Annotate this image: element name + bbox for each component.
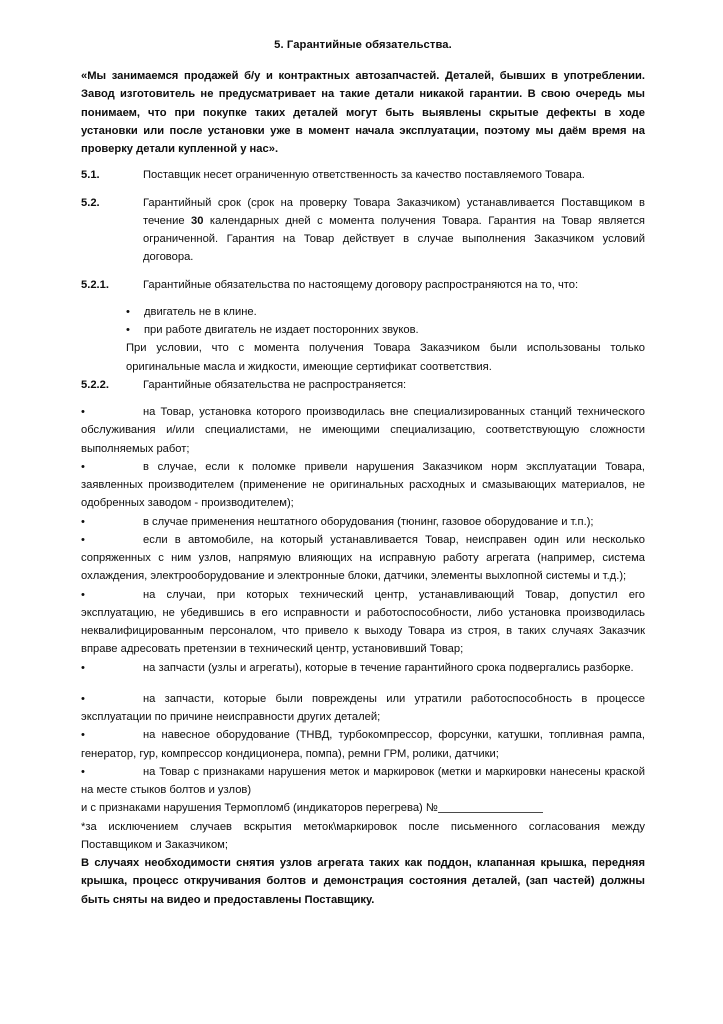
clause-text: Поставщик несет ограниченную ответственность за качество поставляемого Товара.: [143, 169, 585, 182]
clause-number: 5.2.1.: [81, 278, 109, 291]
excluded-items-list: [81, 403, 645, 799]
list-item: [81, 531, 645, 586]
thermo-seal-label: и с признаками нарушения Термопломб (индикаторов перегрева) №: [81, 802, 438, 815]
bullet-icon: [81, 726, 143, 744]
list-item: [81, 586, 645, 659]
list-item-label: на Товар, установка которого производилась вне специализированных станций технического обслуживания и/или специалистами, не имеющими специализацию, соответствующую сложности выполняемых работ;: [81, 406, 645, 455]
bullet-icon: [81, 763, 143, 781]
list-item: [81, 321, 645, 339]
thermo-seal-line: [81, 799, 645, 817]
page-title: 5. Гарантийные обязательства.: [274, 39, 452, 51]
warranty-days-value: 30: [191, 214, 204, 227]
covered-items-list: [81, 303, 645, 340]
list-item-label: на навесное оборудование (ТНВД, турбокомпрессор, форсунки, катушки, топливная рампа, генератор, гур, компрессор кондиционера, помпа), ремни ГРМ, ролики, датчики;: [81, 729, 645, 760]
clause-5-2-1: [81, 276, 645, 294]
list-item: [81, 726, 645, 763]
list-item-label: на запчасти (узлы и агрегаты), которые в течение гарантийного срока подвергались разборке.: [143, 661, 634, 674]
thermo-seal-number-field[interactable]: [438, 812, 543, 813]
bullet-icon: [81, 458, 143, 476]
bullet-icon: [81, 659, 143, 677]
clause-text: Гарантийные обязательства по настоящему договору распространяются на то, что:: [143, 278, 579, 291]
list-item-label: на случаи, при которых технический центр, устанавливающий Товар, допустил его эксплуатацию, не убедившись в его исправности и работоспособности, либо установка производилась неквалифицированным персоналом, что привело к выходу Товара из строя, в таких случаях Заказчик вправе адресовать претензии в технический центр, установивший Товар;: [81, 588, 645, 656]
clause-5-2: [81, 194, 645, 267]
footnote-text: *за исключением случаев вскрытия меток\маркировок после письменного согласования между Поставщиком и Заказчиком;: [81, 820, 645, 851]
list-item-label: в случае, если к поломке привели нарушения Заказчиком норм эксплуатации Товара, заявленных производителем (применение не оригинальных расходных и смазывающих материалов, не одобренных заводом - производителем);: [81, 460, 645, 510]
bullet-icon: [81, 531, 143, 549]
list-item-label: на запчасти, которые были повреждены или утратили работоспособность в процессе эксплуатации по причине неисправности других деталей;: [81, 692, 645, 724]
clause-text: Гарантийные обязательства не распространяется:: [143, 378, 407, 391]
bullet-icon: [81, 690, 143, 708]
covered-condition-note: При условии, что с момента получения Товара Заказчиком были использованы только оригинальные масла и жидкости, имеющие сертификат соответствия.: [126, 342, 645, 373]
list-item-label: при работе двигатель не издает посторонних звуков.: [144, 324, 419, 337]
clause-5-1: [81, 166, 645, 184]
clause-number: 5.2.: [81, 196, 100, 209]
clause-text-part2: календарных дней с момента получения Товара. Гарантия на Товар является ограниченной. Гарантия на Товар действует в случае выполнения Заказчиком условий договора.: [143, 214, 645, 264]
list-item: [81, 458, 645, 513]
list-item: [81, 690, 645, 727]
clause-number: 5.1.: [81, 169, 100, 182]
clause-number: 5.2.2.: [81, 378, 109, 391]
bullet-icon: [81, 586, 143, 604]
clause-text-part1: Гарантийный срок (срок на проверку Товара Заказчиком) устанавливается Поставщиком в течение: [143, 196, 645, 227]
list-item: [81, 763, 645, 800]
list-item: [81, 659, 645, 677]
list-item-label: если в автомобиле, на который устанавливается Товар, неисправен один или несколько сопряженных с ним узлов, напрямую влияющих на исправную работу агрегата (например, система охлаждения, электрооборудование и электронные блоки, датчики, элементы выхлопной системы и т.д.);: [81, 533, 645, 583]
list-item-label: двигатель не в клине.: [144, 305, 257, 318]
list-item: [81, 513, 645, 531]
intro-paragraph: «Мы занимаемся продажей б/у и контрактных автозапчастей. Деталей, бывших в употреблении. Завод изготовитель не предусматривает на такие детали никакой гарантии. В свою очередь мы понимаем, что при покупке таких деталей могут быть выявлены скрытые дефекты в ходе установки или после установки уже в момент начала эксплуатации, поэтому мы даём время на проверку детали купленной у нас».: [81, 70, 645, 156]
list-item: [81, 403, 645, 458]
bullet-icon: [81, 513, 143, 531]
list-item-label: в случае применения нештатного оборудования (тюнинг, газовое оборудование и т.п.);: [143, 515, 594, 528]
closing-requirement-text: В случаях необходимости снятия узлов агрегата таких как поддон, клапанная крышка, передняя крышка, процесс откручивания болтов и демонстрация состояния деталей, (зап частей) должны быть сняты на видео и предоставлены Поставщику.: [81, 857, 645, 906]
list-item-label: на Товар с признаками нарушения меток и маркировок (метки и маркировки нанесены краской на месте стыков болтов и узлов): [81, 765, 645, 797]
bullet-icon: [81, 403, 143, 421]
clause-5-2-2: [81, 376, 645, 394]
list-item: [81, 303, 645, 321]
